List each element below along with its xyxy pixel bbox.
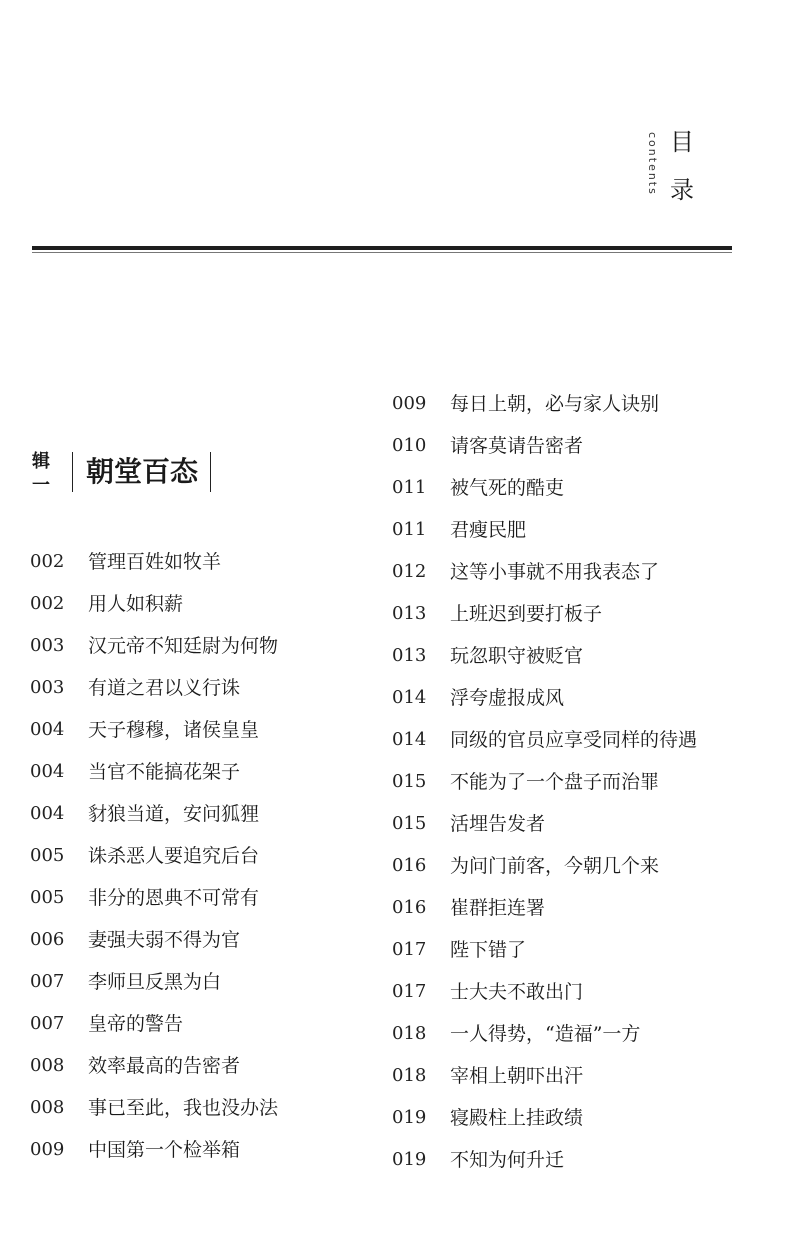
toc-entry-page: 011 — [392, 477, 427, 498]
toc-entry-title: 妻强夫弱不得为官 — [88, 929, 241, 951]
toc-entry-title: 豺狼当道，安问狐狸 — [88, 803, 260, 825]
toc-entry-title: 一人得势，“造福”一方 — [450, 1023, 641, 1045]
toc-entry-title: 不能为了一个盘子而治罪 — [450, 771, 660, 793]
header-rule-thin — [32, 252, 732, 253]
toc-entry-title: 有道之君以义行诛 — [88, 677, 241, 699]
toc-entry-page: 008 — [30, 1097, 65, 1118]
toc-entry-title: 管理百姓如牧羊 — [88, 551, 222, 573]
toc-entry-page: 004 — [30, 761, 65, 782]
toc-entry-page: 018 — [392, 1065, 427, 1086]
toc-entry-title: 宰相上朝吓出汗 — [450, 1065, 584, 1087]
toc-entry-title: 上班迟到要打板子 — [450, 603, 603, 625]
toc-entry-page: 019 — [392, 1107, 427, 1128]
toc-entry-page: 005 — [30, 845, 65, 866]
section-divider-right — [210, 452, 211, 492]
toc-entry-page: 009 — [30, 1139, 65, 1160]
toc-entry-title: 皇帝的警告 — [88, 1013, 184, 1035]
toc-entry-page: 007 — [30, 1013, 65, 1034]
toc-entry-page: 009 — [392, 393, 427, 414]
section-title: 朝堂百态 — [86, 455, 199, 488]
toc-entry-page: 011 — [392, 519, 427, 540]
toc-entry-title: 不知为何升迁 — [450, 1149, 565, 1171]
toc-entry-page: 002 — [30, 593, 65, 614]
toc-title-char-2: 录 — [670, 176, 694, 204]
toc-entry-page: 010 — [392, 435, 427, 456]
toc-entry-page: 015 — [392, 813, 427, 834]
toc-entry-title: 崔群拒连署 — [450, 897, 546, 919]
toc-entry-title: 非分的恩典不可常有 — [88, 887, 260, 909]
toc-entry-title: 君瘦民肥 — [450, 519, 527, 541]
toc-entry-title: 汉元帝不知廷尉为何物 — [88, 635, 279, 657]
toc-entry-title: 事已至此，我也没办法 — [88, 1097, 279, 1119]
toc-entry-title: 天子穆穆，诸侯皇皇 — [88, 719, 260, 741]
toc-entry-page: 004 — [30, 803, 65, 824]
toc-entry-title: 士大夫不敢出门 — [450, 981, 584, 1003]
section-number: 辑一 — [32, 451, 50, 496]
toc-entry-title: 同级的官员应享受同样的待遇 — [450, 729, 698, 751]
toc-entry-title: 每日上朝，必与家人诀别 — [450, 393, 660, 415]
toc-entry-title: 玩忽职守被贬官 — [450, 645, 584, 667]
toc-entry-page: 007 — [30, 971, 65, 992]
toc-entry-page: 002 — [30, 551, 65, 572]
section-divider-left — [72, 452, 73, 492]
toc-entry-page: 016 — [392, 897, 427, 918]
toc-title-char-1: 目 — [670, 128, 694, 156]
toc-entry-page: 006 — [30, 929, 65, 950]
toc-entry-title: 被气死的酷吏 — [450, 477, 565, 499]
toc-entry-page: 017 — [392, 939, 427, 960]
toc-entry-title: 浮夸虚报成风 — [450, 687, 565, 709]
toc-entry-page: 016 — [392, 855, 427, 876]
toc-entry-page: 014 — [392, 687, 427, 708]
toc-entry-title: 这等小事就不用我表态了 — [450, 561, 660, 583]
toc-entry-page: 019 — [392, 1149, 427, 1170]
toc-entry-page: 014 — [392, 729, 427, 750]
toc-entry-title: 为问门前客，今朝几个来 — [450, 855, 660, 877]
toc-entry-page: 004 — [30, 719, 65, 740]
toc-entry-page: 003 — [30, 635, 65, 656]
toc-entry-title: 诛杀恶人要追究后台 — [88, 845, 260, 867]
toc-entry-title: 寝殿柱上挂政绩 — [450, 1107, 584, 1129]
toc-entry-page: 013 — [392, 645, 427, 666]
toc-entry-page: 012 — [392, 561, 427, 582]
toc-entry-page: 017 — [392, 981, 427, 1002]
toc-entry-title: 请客莫请告密者 — [450, 435, 584, 457]
toc-entry-title: 李师旦反黑为白 — [88, 971, 222, 993]
toc-entry-title: 效率最高的告密者 — [88, 1055, 241, 1077]
toc-entry-title: 活埋告发者 — [450, 813, 546, 835]
toc-entry-page: 005 — [30, 887, 65, 908]
toc-entry-page: 015 — [392, 771, 427, 792]
header-rule-thick — [32, 246, 732, 250]
toc-entry-page: 018 — [392, 1023, 427, 1044]
toc-entry-page: 008 — [30, 1055, 65, 1076]
toc-entry-title: 当官不能搞花架子 — [88, 761, 241, 783]
toc-entry-title: 陛下错了 — [450, 939, 527, 961]
toc-entry-page: 013 — [392, 603, 427, 624]
toc-subtitle: contents — [646, 132, 659, 196]
toc-entry-title: 用人如积薪 — [88, 593, 184, 615]
toc-entry-page: 003 — [30, 677, 65, 698]
toc-entry-title: 中国第一个检举箱 — [88, 1139, 241, 1161]
